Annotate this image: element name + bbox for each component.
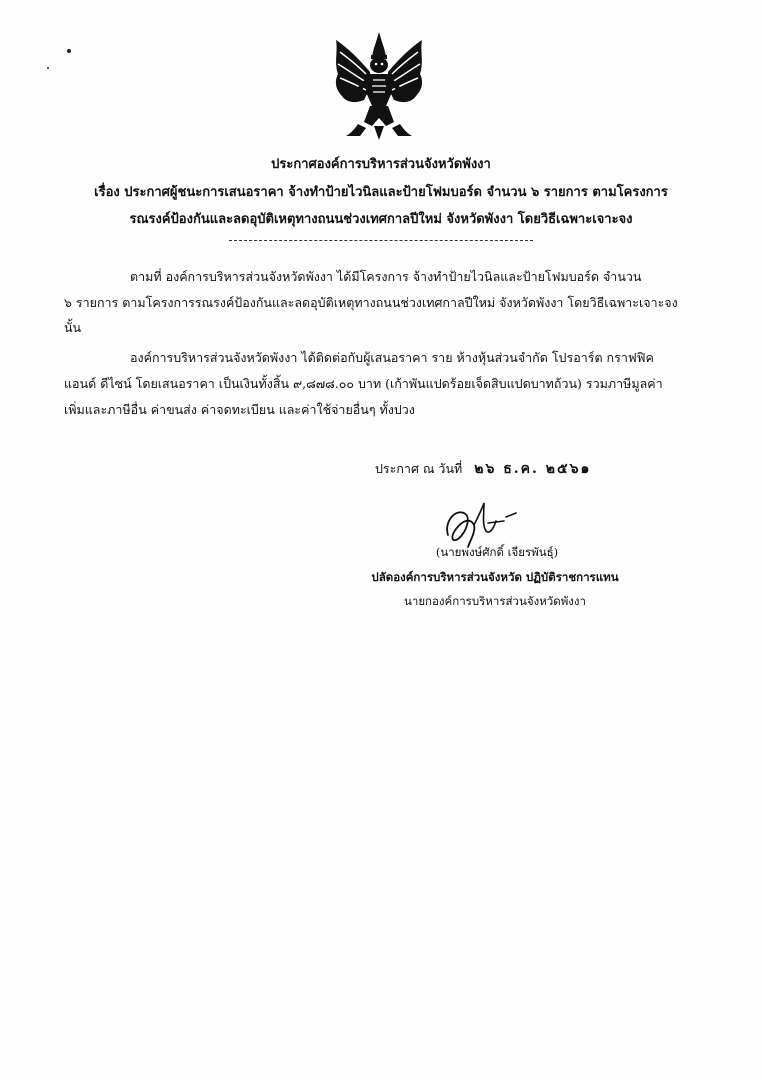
announcement-date: ๒๖ ธ.ค. ๒๕๖๑ xyxy=(474,461,592,477)
scan-speck xyxy=(47,67,49,69)
subject-line: เรื่อง ประกาศผู้ชนะการเสนอราคา จ้างทำป้ายไวนิลและป้ายโฟมบอร์ด จำนวน ๖ รายการ ตามโครงการ xyxy=(94,185,668,200)
paragraph-line: เพิ่มและภาษีอื่น ค่าขนส่ง ค่าจดทะเบียน และค่าใช้จ่ายอื่นๆ ทั้งปวง xyxy=(64,402,415,417)
garuda-emblem-icon xyxy=(330,30,428,142)
announcement-date-line xyxy=(375,458,591,480)
signatory-position: ปลัดองค์การบริหารส่วนจังหวัด ปฏิบัติราชการแทน xyxy=(371,570,619,584)
paragraph-line: นั้น xyxy=(64,320,82,335)
subject-line: รณรงค์ป้องกันและลดอุบัติเหตุทางถนนช่วงเทศกาลปีใหม่ จังหวัดพังงา โดยวิธีเฉพาะเจาะจง xyxy=(129,212,633,227)
paragraph-line: ตามที่ องค์การบริหารส่วนจังหวัดพังงา ได้มีโครงการ จ้างทำป้ายไวนิลและป้ายโฟมบอร์ด จำนวน xyxy=(130,269,642,284)
signatory-position: นายกองค์การบริหารส่วนจังหวัดพังงา xyxy=(404,594,586,608)
scan-speck xyxy=(67,49,71,53)
paragraph-line: แอนด์ ดีไซน์ โดยเสนอราคา เป็นเงินทั้งสิ้น ๙,๘๗๘.๐๐ บาท (เก้าพันแปดร้อยเจ็ดสิบแปดบาทถ้วน) รวมภาษีมูลค่า xyxy=(64,376,663,391)
divider xyxy=(229,240,533,241)
paragraph-line: ๖ รายการ ตามโครงการรณรงค์ป้องกันและลดอุบัติเหตุทางถนนช่วงเทศกาลปีใหม่ จังหวัดพังงา โดยวิธีเฉพาะเจาะจง xyxy=(64,295,678,310)
paragraph-line: องค์การบริหารส่วนจังหวัดพังงา ได้ติดต่อกับผู้เสนอราคา ราย ห้างหุ้นส่วนจำกัด โปรอาร์ต กราฟฟิค xyxy=(130,350,654,365)
signatory-name: (นายพงษ์ศักดิ์ เจียรพันธุ์) xyxy=(435,545,559,559)
document-title: ประกาศองค์การบริหารส่วนจังหวัดพังงา xyxy=(271,157,491,172)
announcement-label: ประกาศ ณ วันที่ xyxy=(375,461,463,476)
